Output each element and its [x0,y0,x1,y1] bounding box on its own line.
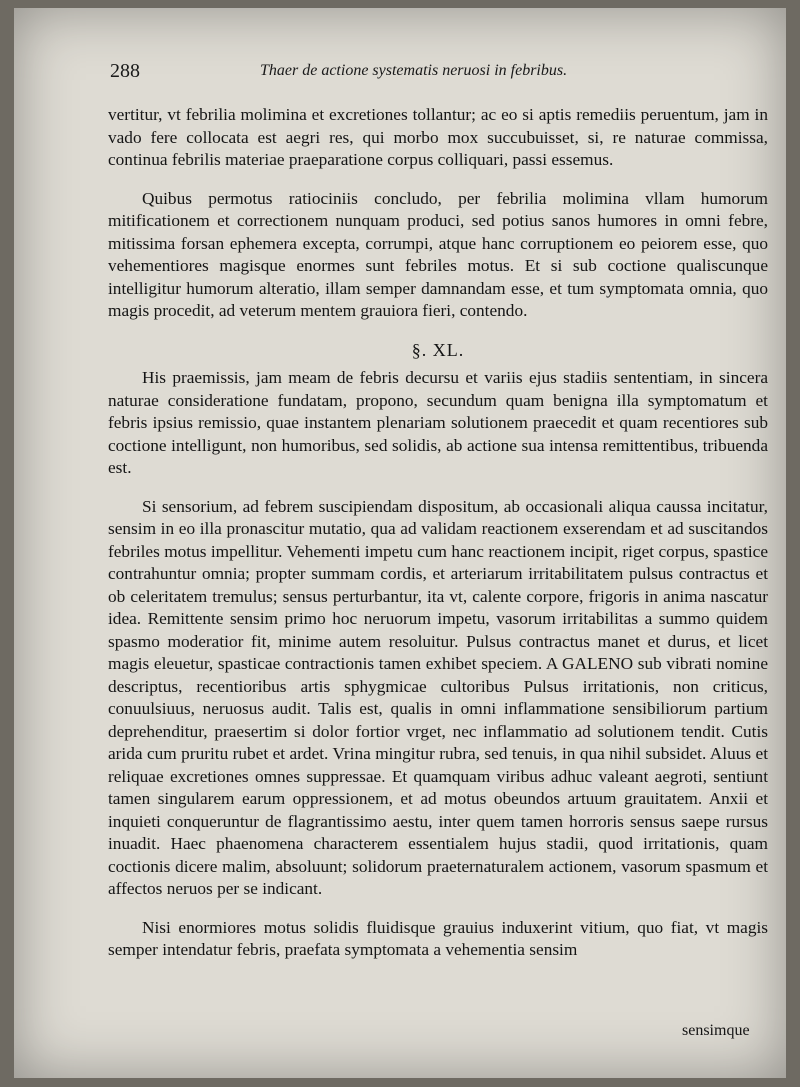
body-text [108,104,768,962]
paragraph-2: Quibus permotus ratiociniis concludo, per febrilia molimina vllam humorum mitificationem et correctionem nunquam produci, sed potius sanos humores in omni febre, mitissima forsan ephemera excepta, corrumpi, atque hanc corruptionem eo peiorem esse, quo vehementiores magisque enormes sunt febriles motus. Et si sub coctione qualiscunque intelligitur humorum alteratio, illam semper damnandam esse, et tum symptomata omnia, quo magis procedit, ad veterum mentem grauiora fieri, contendo. [108,188,768,320]
paragraph-4: Si sensorium, ad febrem suscipiendam dispositum, ab occasionali aliqua caussa incitatur, sensim in eo illa pronascitur mutatio, qua ad validam reactionem exserendam et ad suscitandos febriles motus impellitur. Vehementi impetu cum hanc reactionem incipit, riget corpus, spastice contrahuntur omnia; propter summam cordis, et arteriarum irritabilitatem pulsus contractus et ob celeritatem tremulus; sensus perturbantur, ita vt, calente corpore, frigoris in anima nascatur idea. Remittente sensim primo hoc neruorum impetu, vasorum irritabilitas a summo quidem spasmo moderatior fit, minime autem resoluitur. Pulsus contractus manet et durus, et licet magis eleuetur, spasticae contractionis tamen exhibet speciem. A GALENO sub vibrati nomine descriptus, recentioribus artis sphygmicae cultoribus Pulsus irritationis, non criticus, conuulsiuus, neruosus audit. Talis est, qualis in omni inflammatione sensibiliorum partium deprehenditur, praesertim si dolor fortior vrget, nec inflammatio ad solutionem tendit. Cutis arida cum pruritu rubet et ardet. Vrina mingitur rubra, sed tenuis, in qua nihil subsidet. Aluus et reliquae excretiones omnes suppressae. Et quamquam viribus adhuc valeant aegroti, sentiunt tamen singularem earum oppressionem, et ad motus obeundos artuum grauitatem. Anxii et inquieti conqueruntur de flagrantissimo aestu, inter quem tamen horroris sensus saepe rursus inuadit. Haec phaenomena characterem essentialem hujus stadii, quod irritationis, quam coctionis dicere malim, absoluunt; solidorum praeternaturalem actionem, vasorum spasmum et affectos neruos per se indicant. [108,496,768,898]
page-number: 288 [110,60,140,82]
paragraph-5: Nisi enormiores motus solidis fluidisque grauius induxerint vitium, quo fiat, vt magis semper intendatur febris, praefata symptomata a vehementia sensim [108,917,768,959]
paragraph-1: vertitur, vt febrilia molimina et excretiones tollantur; ac eo si aptis remediis peruentum, jam in vado fere collocata est aegri res, qui morbo mox succubuisset, si, re naturae commissa, continua febrilis materiae praeparatione corpus colliquari, passi essemus. [108,105,768,169]
book-page [14,8,786,1078]
section-heading: §. XL. [411,339,465,360]
running-title: Thaer de actione systematis neruosi in febribus. [260,62,568,79]
catchword: sensimque [682,1022,750,1039]
paragraph-3: His praemissis, jam meam de febris decursu et variis ejus stadiis sententiam, in sincera naturae consideratione fundatam, propono, secundum quam benigna illa symptomatum et febris ipsius remissio, quae instantem plenariam solutionem praecedit et quam recentiores sub coctione intelligunt, non humoribus, sed solidis, ab actione sua intensa remittentibus, tribuenda est. [108,368,768,477]
page-header [110,60,650,90]
